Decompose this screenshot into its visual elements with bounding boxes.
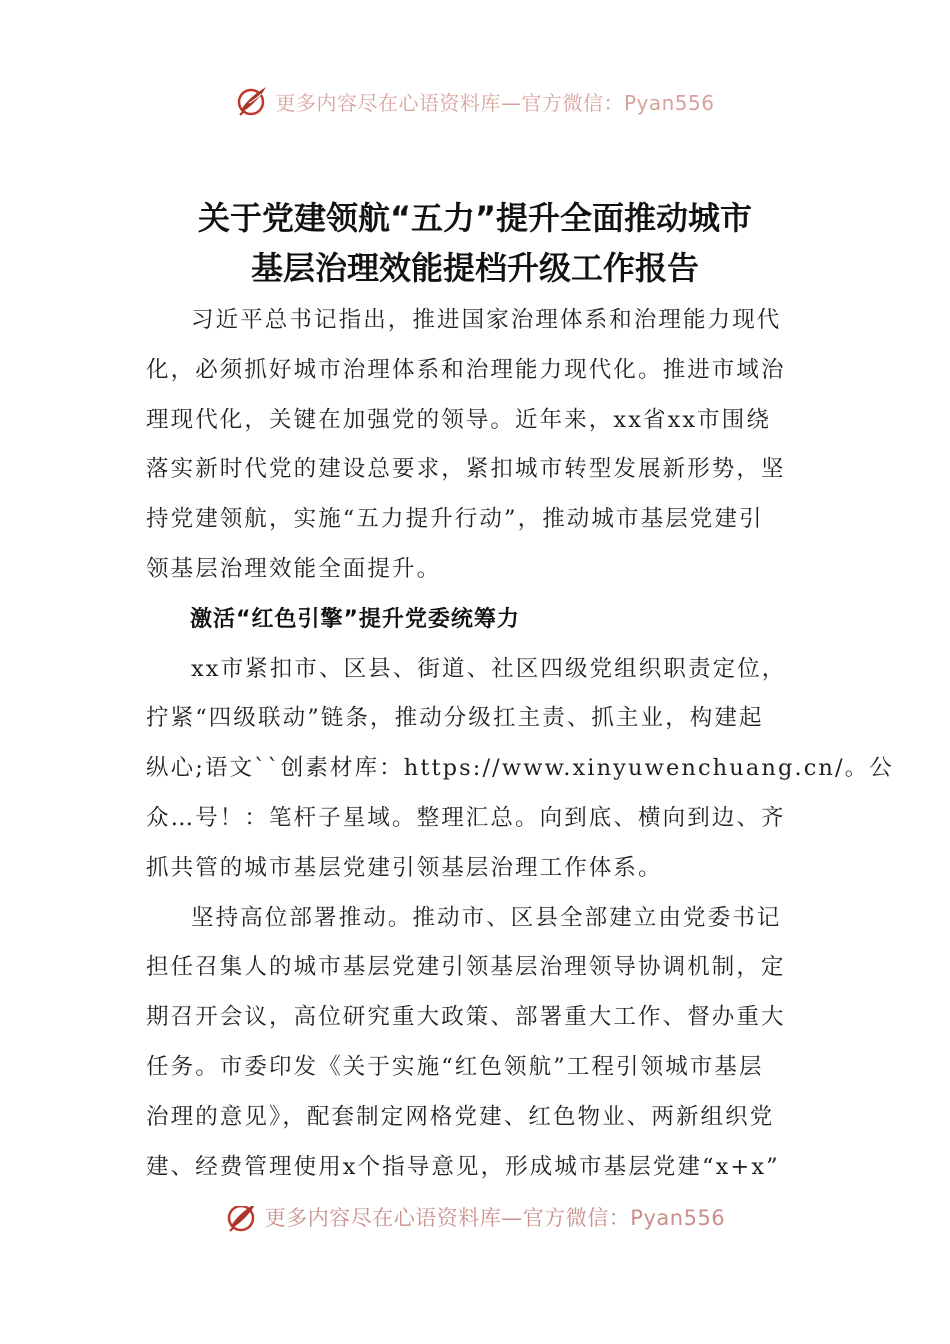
watermark-brand	[225, 1206, 725, 1234]
header-watermark	[0, 84, 950, 124]
text-line: 治理的意见》，配套制定网格党建、红色物业、两新组织党	[146, 1103, 775, 1130]
watermark-text: 更多内容尽在心语资料库—官方微信：Pyan556	[264, 1206, 726, 1230]
text-line: 拧紧“四级联动”链条，推动分级扛主责、抓主业，构建起	[146, 705, 764, 732]
text-line: 期召开会议，高位研究重大政策、部署重大工作、督办重大	[146, 1004, 786, 1031]
footer-watermark	[0, 1206, 950, 1236]
text-line: 持党建领航，实施“五力提升行动”，推动城市基层党建引	[146, 506, 764, 533]
watermark-brand	[235, 84, 714, 118]
text-line: 落实新时代党的建设总要求，紧扣城市转型发展新形势，坚	[146, 456, 786, 483]
text-line: 纵心;语文``创素材库：https://www.xinyuwenchuang.cn/。公	[146, 755, 894, 782]
watermark-text: 更多内容尽在心语资料库—官方微信：Pyan556	[275, 90, 715, 115]
text-line: 习近平总书记指出，推进国家治理体系和治理能力现代	[191, 307, 782, 333]
text-line: 抓共管的城市基层党建引领基层治理工作体系。	[146, 854, 663, 881]
title-line-1: 关于党建领航“五力”提升全面推动城市	[197, 199, 753, 237]
text-line: 理现代化，关键在加强党的领导。近年来，xx省xx市围绕	[146, 406, 771, 433]
text-line: 领基层治理效能全面提升。	[146, 555, 442, 582]
text-line: xx市紧扣市、区县、街道、社区四级党组织职责定位，	[191, 655, 787, 682]
feather-pen-logo-icon	[225, 1206, 259, 1234]
text-line: 坚持高位部署推动。推动市、区县全部建立由党委书记	[191, 904, 782, 931]
text-line: 建、经费管理使用x个指导意见，形成城市基层党建“x+x”	[146, 1153, 780, 1180]
feather-pen-logo-icon	[235, 84, 269, 118]
section-paragraph-1	[146, 645, 894, 894]
section-paragraph-2	[146, 894, 810, 1193]
text-line: 担任召集人的城市基层党建引领基层治理领导协调机制，定	[146, 954, 786, 981]
document-title	[120, 193, 830, 293]
section-heading: 激活“红色引擎”提升党委统筹力	[190, 606, 520, 632]
text-line: 化，必须抓好城市治理体系和治理能力现代化。推进市域治	[146, 356, 786, 383]
document-body	[146, 296, 894, 1192]
text-line: 众…号！：笔杆子星域。整理汇总。向到底、横向到边、齐	[146, 804, 786, 831]
intro-paragraph	[146, 296, 810, 595]
title-line-2: 基层治理效能提档升级工作报告	[250, 249, 699, 287]
text-line: 任务。市委印发《关于实施“红色领航”工程引领城市基层	[146, 1053, 764, 1080]
